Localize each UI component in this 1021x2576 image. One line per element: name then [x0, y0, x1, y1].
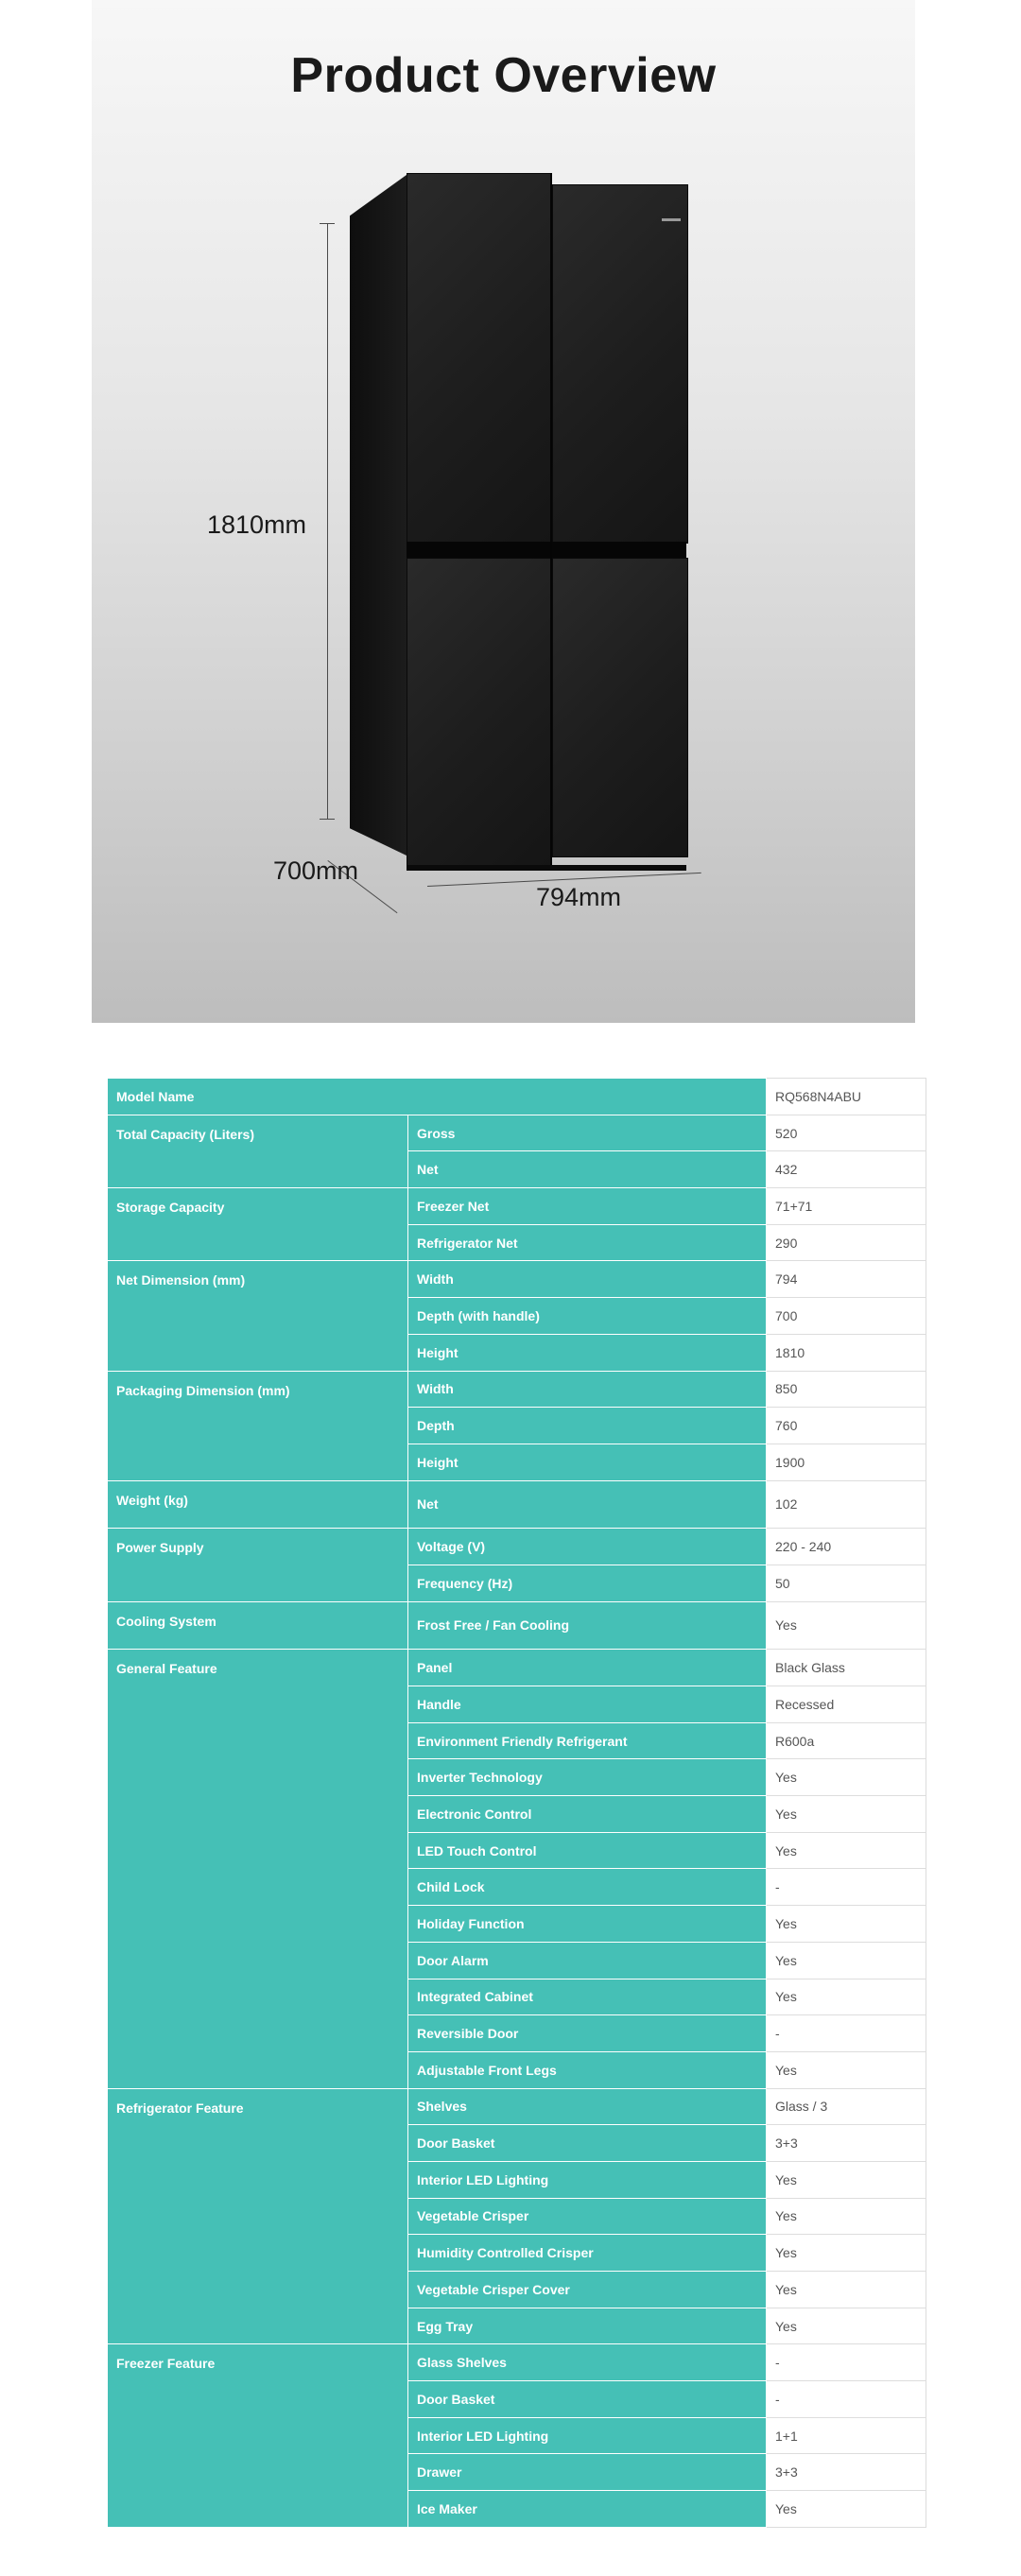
table-row [108, 1115, 926, 1151]
spec-category: Net Dimension (mm) [108, 1261, 408, 1371]
spec-value: 3+3 [767, 2125, 926, 2162]
refrigerator-side-panel [350, 175, 407, 856]
model-name-label: Model Name [108, 1079, 767, 1115]
spec-label: Voltage (V) [408, 1529, 767, 1565]
height-dimension-line [327, 223, 328, 819]
spec-value: 520 [767, 1115, 926, 1151]
spec-label: Gross [408, 1115, 767, 1151]
spec-label: Width [408, 1371, 767, 1408]
brand-logo-mark [662, 218, 681, 221]
table-row [108, 1371, 926, 1408]
spec-label: Environment Friendly Refrigerant [408, 1722, 767, 1759]
depth-dimension-label: 700mm [273, 856, 359, 885]
spec-label: Width [408, 1261, 767, 1298]
spec-value: R600a [767, 1722, 926, 1759]
spec-category: Refrigerator Feature [108, 2088, 408, 2344]
spec-category: Cooling System [108, 1601, 408, 1650]
spec-value: 220 - 240 [767, 1529, 926, 1565]
spec-label: Net [408, 1151, 767, 1188]
spec-value: 50 [767, 1565, 926, 1601]
spec-value: - [767, 1869, 926, 1906]
spec-category: Storage Capacity [108, 1188, 408, 1261]
table-row [108, 1601, 926, 1650]
spec-category: Packaging Dimension (mm) [108, 1371, 408, 1480]
spec-value: 102 [767, 1480, 926, 1529]
spec-label: Vegetable Crisper [408, 2198, 767, 2235]
refrigerator-door-bottom-right [552, 558, 688, 857]
spec-value: 1+1 [767, 2417, 926, 2454]
spec-value: 1900 [767, 1444, 926, 1480]
spec-label: Egg Tray [408, 2308, 767, 2344]
page-title: Product Overview [290, 48, 717, 103]
spec-label: Door Basket [408, 2125, 767, 2162]
width-dimension-label: 794mm [536, 883, 622, 911]
spec-label: Reversible Door [408, 2015, 767, 2052]
height-dimension-tick-bottom [320, 819, 335, 820]
spec-value: Yes [767, 2272, 926, 2308]
spec-label: Holiday Function [408, 1906, 767, 1943]
spec-value: Yes [767, 2308, 926, 2344]
table-row [108, 1529, 926, 1565]
spec-label: Humidity Controlled Crisper [408, 2235, 767, 2272]
spec-label: Net [408, 1480, 767, 1529]
spec-value: Yes [767, 1601, 926, 1650]
spec-value: 850 [767, 1371, 926, 1408]
spec-label: Glass Shelves [408, 2344, 767, 2381]
refrigerator-center-gap [550, 173, 552, 865]
spec-value: 794 [767, 1261, 926, 1298]
spec-label: Freezer Net [408, 1188, 767, 1225]
spec-category: General Feature [108, 1650, 408, 2088]
spec-value: - [767, 2381, 926, 2418]
spec-value: Black Glass [767, 1650, 926, 1686]
spec-label: Drawer [408, 2454, 767, 2491]
spec-label: Door Basket [408, 2381, 767, 2418]
spec-value: Yes [767, 2161, 926, 2198]
product-overview-hero [92, 0, 915, 1023]
spec-label: Handle [408, 1686, 767, 1723]
spec-value: Glass / 3 [767, 2088, 926, 2125]
spec-label: Ice Maker [408, 2491, 767, 2528]
table-row [108, 1188, 926, 1225]
refrigerator-door-top-left [407, 173, 552, 544]
table-row [108, 1480, 926, 1529]
spec-value: 700 [767, 1298, 926, 1335]
spec-label: Integrated Cabinet [408, 1979, 767, 2015]
spec-value: - [767, 2015, 926, 2052]
table-row [108, 2344, 926, 2381]
spec-value: Yes [767, 1942, 926, 1979]
spec-category: Total Capacity (Liters) [108, 1115, 408, 1187]
spec-label: Height [408, 1334, 767, 1371]
specification-table-body [108, 1079, 926, 2528]
spec-label: Panel [408, 1650, 767, 1686]
refrigerator-door-bottom-left [407, 558, 552, 867]
spec-label: Refrigerator Net [408, 1224, 767, 1261]
spec-category: Weight (kg) [108, 1480, 408, 1529]
spec-label: Depth (with handle) [408, 1298, 767, 1335]
spec-label: Adjustable Front Legs [408, 2051, 767, 2088]
spec-category: Power Supply [108, 1529, 408, 1601]
table-row [108, 1261, 926, 1298]
refrigerator-door-divider [407, 542, 686, 558]
spec-value: 760 [767, 1408, 926, 1444]
spec-value: 432 [767, 1151, 926, 1188]
spec-label: Depth [408, 1408, 767, 1444]
specification-table [107, 1078, 926, 2528]
table-row [108, 1079, 926, 1115]
spec-label: Interior LED Lighting [408, 2417, 767, 2454]
spec-value: Yes [767, 1759, 926, 1796]
spec-label: Interior LED Lighting [408, 2161, 767, 2198]
spec-label: Electronic Control [408, 1796, 767, 1833]
spec-label: Height [408, 1444, 767, 1480]
height-dimension-label: 1810mm [207, 510, 307, 539]
spec-value: Yes [767, 1906, 926, 1943]
table-row [108, 1650, 926, 1686]
spec-label: Shelves [408, 2088, 767, 2125]
table-row [108, 2088, 926, 2125]
spec-label: Vegetable Crisper Cover [408, 2272, 767, 2308]
spec-label: Inverter Technology [408, 1759, 767, 1796]
spec-value: Yes [767, 2198, 926, 2235]
spec-label: Frost Free / Fan Cooling [408, 1601, 767, 1650]
spec-value: 71+71 [767, 1188, 926, 1225]
spec-value: - [767, 2344, 926, 2381]
spec-category: Freezer Feature [108, 2344, 408, 2527]
model-name-value: RQ568N4ABU [767, 1079, 926, 1115]
refrigerator-door-top-right [552, 184, 688, 544]
refrigerator-base [407, 865, 686, 871]
spec-value: 1810 [767, 1334, 926, 1371]
spec-value: Recessed [767, 1686, 926, 1723]
spec-label: LED Touch Control [408, 1832, 767, 1869]
spec-label: Frequency (Hz) [408, 1565, 767, 1601]
spec-value: Yes [767, 1979, 926, 2015]
spec-value: 290 [767, 1224, 926, 1261]
spec-label: Child Lock [408, 1869, 767, 1906]
spec-value: Yes [767, 2491, 926, 2528]
spec-value: Yes [767, 1796, 926, 1833]
spec-value: 3+3 [767, 2454, 926, 2491]
spec-value: Yes [767, 1832, 926, 1869]
spec-value: Yes [767, 2051, 926, 2088]
spec-label: Door Alarm [408, 1942, 767, 1979]
height-dimension-tick-top [320, 223, 335, 224]
spec-value: Yes [767, 2235, 926, 2272]
